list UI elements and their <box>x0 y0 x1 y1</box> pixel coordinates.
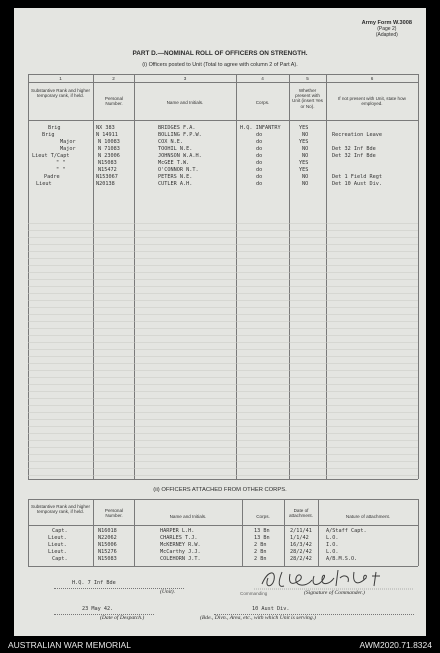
section-subtitle: (i) Officers posted to Unit (Total to agree with column 2 of Part A). <box>142 62 298 68</box>
row-name: JOHNSON W.A.H. <box>158 153 202 159</box>
col-number-1: 1 <box>59 76 62 81</box>
row-number: N15006 <box>98 542 117 548</box>
row-rank: Lieut. <box>48 549 67 555</box>
row-number: N15276 <box>98 549 117 555</box>
row-rank: Padre <box>44 174 60 180</box>
row-present: YES <box>299 125 309 131</box>
row-corps: do <box>256 160 263 166</box>
row-name: O'CONNOR N.T. <box>158 167 199 173</box>
row-corps: H.Q. INFANTRY <box>240 125 281 131</box>
row-rank: Major <box>60 146 76 152</box>
row-nature: A/Staff Capt. <box>326 528 367 534</box>
col-number-3: 3 <box>183 76 187 81</box>
row-number: N15472 <box>98 167 117 173</box>
serving-label: (Bde., Divn., Area, etc., with which Unit is serving.) <box>200 615 316 621</box>
row-present: NO <box>302 146 309 152</box>
row-number: N 71083 <box>98 146 120 152</box>
row-employed: Det 32 Inf Bde <box>332 153 376 159</box>
row-number: NX 383 <box>96 125 115 131</box>
row-corps: do <box>256 139 263 145</box>
row-number: N20138 <box>96 181 115 187</box>
row-rank: Capt. <box>52 528 68 534</box>
col-number-2: 2 <box>112 76 115 81</box>
row-name: COLEHORN J.T. <box>160 556 201 562</box>
header-personal-number: Personal Number. <box>104 96 124 107</box>
header-corps: Corps. <box>255 100 270 105</box>
row-present: YES <box>299 167 309 173</box>
row-rank: Lieut <box>36 181 52 187</box>
row-rank: Lieut T/Capt <box>32 153 70 159</box>
row-number: N22062 <box>98 535 117 541</box>
row-name: BRIDGES F.A. <box>158 125 196 131</box>
row-name: PETERS N.E. <box>158 174 193 180</box>
row-date: 2/11/41 <box>290 528 312 534</box>
row-name: COX N.E. <box>158 139 183 145</box>
s2-header-corps: Corps. <box>256 514 270 519</box>
row-rank: Lieut. <box>48 535 67 541</box>
row-rank: Lieut. <box>48 542 67 548</box>
row-date: 28/2/42 <box>290 549 312 555</box>
row-number: N16018 <box>98 528 117 534</box>
row-date: 16/3/42 <box>290 542 312 548</box>
row-corps: 2 Bn <box>254 556 267 562</box>
form-page: (Page 2) <box>377 26 397 32</box>
form-reference: Army Form W.3008 <box>361 20 412 26</box>
row-employed: Det 10 Aust Div. <box>332 181 382 187</box>
signature-caption: Commanding <box>240 591 268 596</box>
row-number: N 23006 <box>98 153 120 159</box>
serving-value: 10 Aust Div. <box>252 606 290 612</box>
archive-caption-left: AUSTRALIAN WAR MEMORIAL <box>8 640 131 650</box>
row-nature: L.O. <box>326 549 339 555</box>
row-name: CUTLER A.H. <box>158 181 193 187</box>
row-employed: Det 1 Field Regt <box>332 174 382 180</box>
s2-header-date: Date of attachment. <box>288 508 313 519</box>
row-rank: " " <box>56 167 66 173</box>
row-employed: Det 32 Inf Bde <box>332 146 376 152</box>
unit-label: (Unit). <box>160 589 176 595</box>
row-present: NO <box>302 174 309 180</box>
row-corps: 2 Bn <box>254 549 267 555</box>
empty-ruled-lines <box>28 217 418 479</box>
row-rank: Major <box>60 139 76 145</box>
form-adapted: (Adapted) <box>375 32 398 38</box>
row-present: NO <box>302 153 309 159</box>
header-present: Whether present with Unit (insert Yes or No). <box>292 88 323 109</box>
unit-value: H.Q. 7 Inf Bde <box>72 580 116 586</box>
row-name: McKERNEY R.W. <box>160 542 201 548</box>
row-name: TOOHIL N.E. <box>158 146 193 152</box>
header-rank: Substantive Rank and higher temporary rank, if held. <box>31 88 90 99</box>
col-number-5: 5 <box>306 76 309 81</box>
row-corps: do <box>256 132 263 138</box>
row-number: N15083 <box>98 556 117 562</box>
row-corps: do <box>256 167 263 173</box>
despatch-label: (Date of Despatch.) <box>100 615 145 621</box>
document-page <box>14 8 426 636</box>
row-nature: L.O. <box>326 535 339 541</box>
header-name: Name and Initials. <box>166 100 204 105</box>
row-number: N153067 <box>96 174 118 180</box>
row-nature: A/B.M.S.O. <box>326 556 358 562</box>
row-rank: Capt. <box>52 556 68 562</box>
archive-caption-bar <box>0 638 440 653</box>
row-corps: do <box>256 146 263 152</box>
row-present: YES <box>299 160 309 166</box>
form-reference-block <box>362 20 412 38</box>
row-corps: do <box>256 174 263 180</box>
row-date: 1/1/42 <box>290 535 309 541</box>
row-nature: I.O. <box>326 542 339 548</box>
row-rank: Brig <box>42 132 55 138</box>
row-employed: Recreation Leave <box>332 132 382 138</box>
archive-caption-right: AWM2020.71.8324 <box>359 640 432 650</box>
row-name: McCarthy J.J. <box>160 549 201 555</box>
row-name: McGEE T.W. <box>158 160 190 166</box>
header-employed: If not present with Unit, state how employed. <box>338 96 406 107</box>
row-name: HARPER L.H. <box>160 528 195 534</box>
s2-header-name: Name and Initials. <box>169 514 207 519</box>
row-number: N 10083 <box>98 139 120 145</box>
row-present: NO <box>302 132 309 138</box>
signature-label: (Signature of Commander.) <box>304 590 365 596</box>
row-number: N15083 <box>98 160 117 166</box>
row-corps: do <box>256 181 263 187</box>
row-corps: 13 Bn <box>254 535 270 541</box>
row-date: 28/2/42 <box>290 556 312 562</box>
s2-header-personal-number: Personal Number. <box>104 508 124 519</box>
row-corps: 2 Bn <box>254 542 267 548</box>
section2-title: (ii) OFFICERS ATTACHED FROM OTHER CORPS. <box>153 487 287 493</box>
row-rank: Brig <box>48 125 61 131</box>
row-rank: " " <box>56 160 66 166</box>
row-name: CHARLES T.J. <box>160 535 198 541</box>
part-title: PART D.—NOMINAL ROLL OF OFFICERS ON STRENGTH. <box>132 50 308 57</box>
row-present: NO <box>302 181 309 187</box>
row-corps: do <box>256 153 263 159</box>
s2-header-rank: Substantive Rank and higher temporary rank, if held. <box>31 504 90 515</box>
row-present: YES <box>299 139 309 145</box>
despatch-value: 23 May 42. <box>82 606 114 612</box>
row-corps: 13 Bn <box>254 528 270 534</box>
s2-header-nature: Nature of attachment. <box>345 514 391 519</box>
col-number-6: 6 <box>370 76 374 81</box>
row-number: N 14911 <box>96 132 118 138</box>
row-name: BOLLING F.P.W. <box>158 132 202 138</box>
col-number-4: 4 <box>261 76 264 81</box>
